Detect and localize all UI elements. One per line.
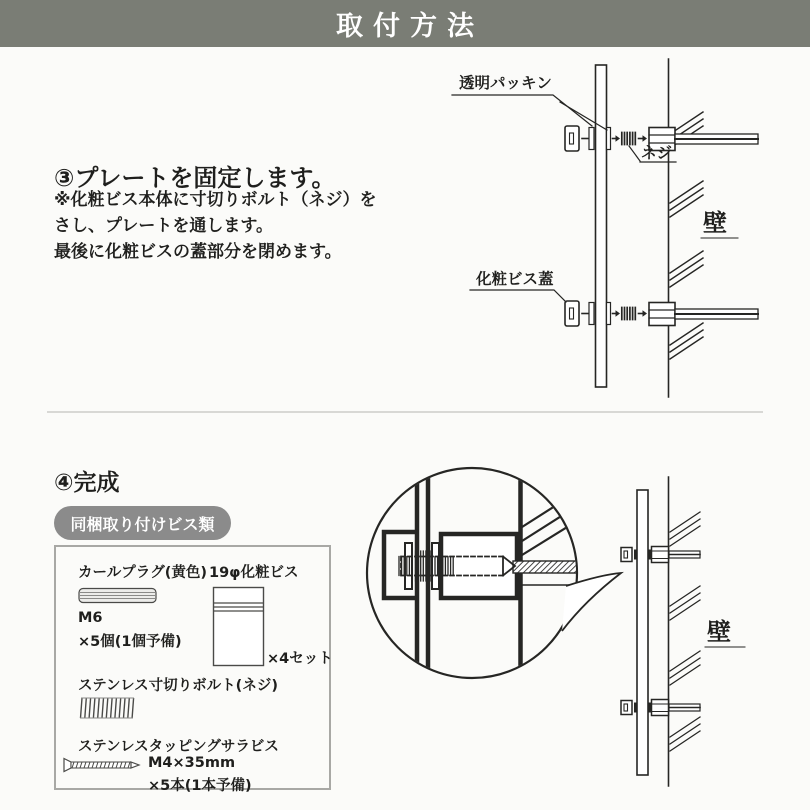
threaded-rod-in-wall [513, 561, 601, 573]
part-qty-tapping-screw: ×5本(1本予備) [148, 778, 252, 794]
part-qty-wall-plug: ×5個(1個予備) [78, 634, 182, 650]
clear-packing-left [589, 128, 594, 150]
packing-left [405, 543, 412, 589]
standoff-section [441, 534, 517, 598]
standoff-body [652, 547, 669, 563]
included-parts-badge: 同梱取り付けビス類 [54, 506, 231, 540]
step4-title: ④完成 [54, 470, 120, 497]
decorative-cap-icon [621, 548, 632, 562]
part-size-tapping-screw: M4×35mm [148, 755, 236, 771]
decorative-cap-icon [565, 126, 579, 151]
decorative-cap-icon [621, 701, 632, 715]
mounted-fastener-bottom [621, 700, 700, 716]
arrowhead-icon [616, 310, 621, 316]
fastener-assembly-bottom [565, 301, 758, 326]
arrowhead-icon [616, 135, 621, 141]
part-name-standoff: 19φ化粧ビス [209, 565, 299, 581]
section-divider [47, 411, 763, 413]
mounted-fastener-top [621, 547, 700, 563]
sign-plate [637, 490, 648, 775]
threaded-bolt-icon [622, 308, 636, 320]
wall-hatch-marks [522, 492, 593, 555]
part-qty-standoff: ×4セット [267, 651, 333, 667]
step3-description [54, 187, 377, 265]
part-name-wall-plug: カールプラグ(黄色) [78, 565, 207, 581]
page-title: 取付方法 [336, 11, 484, 42]
step3-title: ③プレートを固定します。 [54, 163, 336, 192]
clear-packing-right [607, 128, 611, 150]
step3-line-3: 最後に化粧ビスの蓋部分を閉めます。 [54, 242, 342, 262]
wall-hatch-marks [670, 512, 700, 751]
step3-line-1: ※化粧ビス本体に寸切りボルト（ネジ）を [54, 190, 377, 210]
arrowhead-icon [643, 135, 648, 141]
label-wall: 壁 [703, 209, 727, 237]
label-wall: 壁 [707, 618, 731, 646]
magnifier-tail [562, 573, 621, 631]
wall-plug-icon [78, 586, 158, 606]
arrowhead-icon [643, 310, 648, 316]
wall-anchor [649, 303, 675, 326]
label-cap: 化粧ビス蓋 [476, 270, 554, 288]
parts-box [54, 545, 333, 794]
page-header [0, 0, 810, 47]
cross-section-detail [384, 455, 601, 691]
step3-diagram [440, 55, 810, 405]
part-size-wall-plug: M6 [78, 610, 103, 626]
step4-diagram [355, 435, 810, 810]
part-name-threaded-rod: ステンレス寸切りボルト(ネジ) [78, 678, 278, 694]
threaded-rod-icon [78, 695, 138, 723]
step3-line-2: さし、プレートを通します。 [54, 216, 273, 236]
threaded-bolt-icon [622, 133, 636, 145]
part-name-tapping-screw: ステンレスタッピングサラビス [78, 739, 279, 755]
sign-plate [596, 65, 607, 387]
standoff-body [652, 700, 669, 716]
decorative-cap-icon [565, 301, 579, 326]
label-screw: ネジ [641, 144, 673, 162]
label-clear-packing: 透明パッキン [459, 74, 552, 92]
standoff-bolt-icon [212, 586, 265, 667]
tapping-screw-icon [62, 756, 142, 774]
